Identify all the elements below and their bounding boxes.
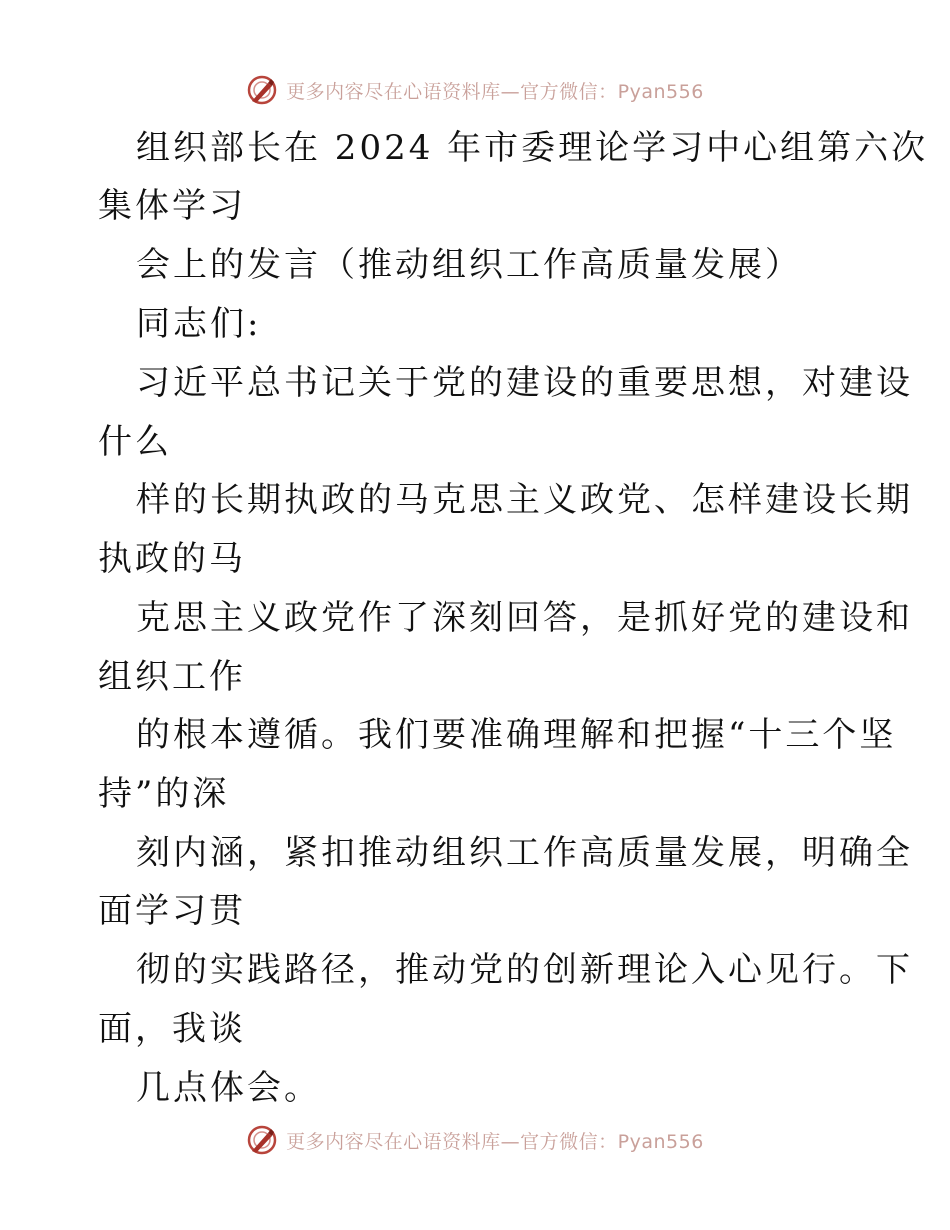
text-line: 组织工作 [98, 657, 246, 697]
text-line: 习近平总书记关于党的建设的重要思想，对建设 [136, 363, 913, 403]
footer-watermark [0, 1120, 950, 1160]
text-line: 会上的发言（推动组织工作高质量发展） [136, 245, 802, 285]
text-line: 的根本遵循。我们要准确理解和把握“十三个坚 [136, 715, 897, 755]
text-line: 什么 [98, 422, 172, 462]
watermark-text: 更多内容尽在心语资料库—官方微信：Pyan556 [286, 80, 704, 103]
text-line: 克思主义政党作了深刻回答，是抓好党的建设和 [136, 598, 913, 638]
text-line: 彻的实践路径，推动党的创新理论入心见行。下 [136, 950, 913, 990]
text-line: 持”的深 [98, 774, 230, 814]
text-line: 几点体会。 [136, 1068, 321, 1108]
text-line: 组织部长在 2024 年市委理论学习中心组第六次 [136, 128, 929, 168]
text-line: 面，我谈 [98, 1009, 246, 1049]
text-line: 执政的马 [98, 539, 246, 579]
text-line: 刻内涵，紧扣推动组织工作高质量发展，明确全 [136, 833, 913, 873]
watermark-text: 更多内容尽在心语资料库—官方微信：Pyan556 [286, 1130, 704, 1153]
text-line: 集体学习 [98, 186, 246, 226]
text-line: 同志们: [136, 304, 262, 344]
text-line: 样的长期执政的马克思主义政党、怎样建设长期 [136, 480, 913, 520]
pen-logo-icon [246, 1124, 278, 1156]
text-line: 面学习贯 [98, 891, 246, 931]
